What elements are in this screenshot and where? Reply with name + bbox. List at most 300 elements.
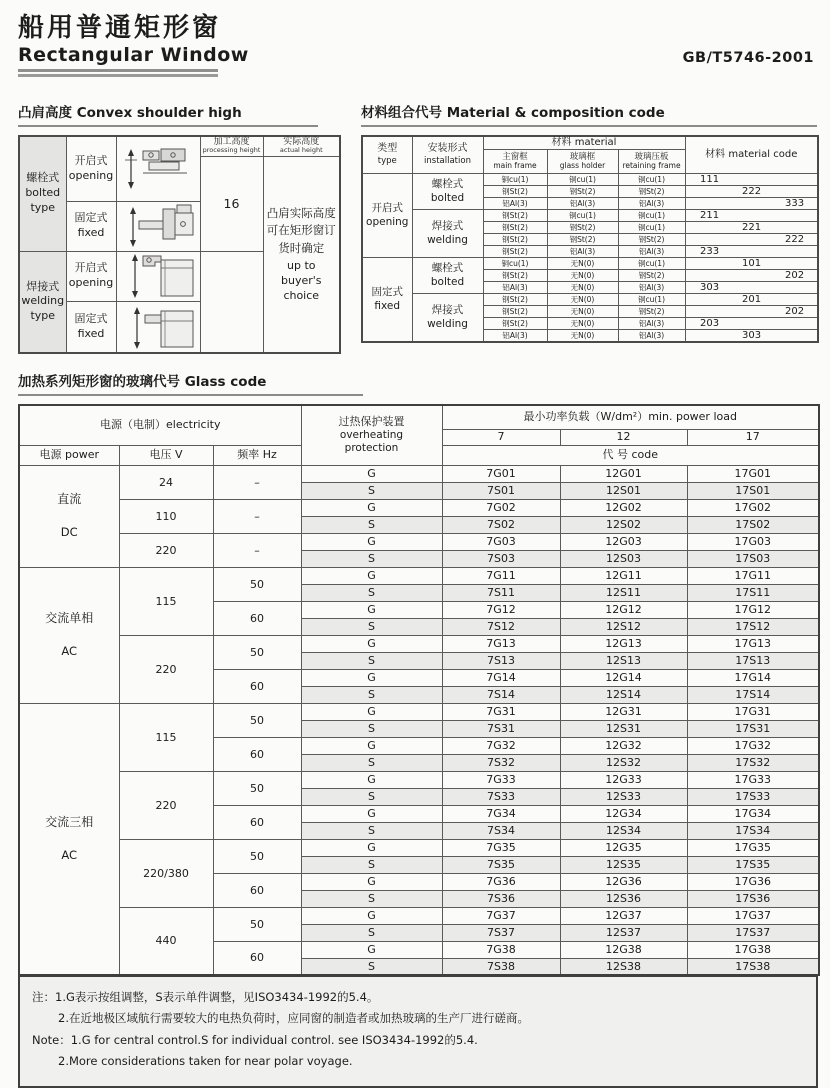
glass-holder-material-cell: 铝Al(3) [547, 246, 618, 258]
material-code-cell [685, 234, 818, 246]
frequency-cell: 60 [213, 669, 301, 703]
glass-holder-material-cell: 无N(0) [547, 270, 618, 282]
diagram-cell [116, 201, 200, 251]
main-frame-material-cell: 铝Al(3) [483, 282, 547, 294]
note-en-2: 2.More considerations taken for near polar voyage. [58, 1053, 353, 1068]
actual-note-cn: 凸肩实际高度可在矩形窗订货时确定 [266, 206, 336, 255]
glass-code-cell-12: 12G03 [560, 533, 687, 550]
protection-type-cell: S [301, 788, 442, 805]
protection-type-cell: G [301, 601, 442, 618]
material-code-value: 201 [741, 294, 762, 306]
material-row [362, 210, 818, 222]
glass-code-cell-7: 7G02 [442, 499, 560, 516]
glass-code-cell-7: 7G32 [442, 737, 560, 754]
glass-code-cell-7: 7G33 [442, 771, 560, 788]
main-frame-header-en: main frame [493, 161, 537, 171]
protection-type-cell: G [301, 533, 442, 550]
material-code-cell [685, 270, 818, 282]
glass-holder-material-cell: 钢St(2) [547, 186, 618, 198]
protection-type-cell: S [301, 618, 442, 635]
glass-code-title: 加热系列矩形窗的玻璃代号 Glass code [18, 370, 363, 396]
glass-code-cell-17: 17S01 [687, 482, 819, 499]
voltage-cell: 220 [119, 533, 213, 567]
retaining-frame-header-en: retaining frame [622, 161, 681, 171]
frequency-cell: 50 [213, 907, 301, 941]
glass-code-cell-17: 17S34 [687, 822, 819, 839]
protection-type-cell: G [301, 907, 442, 924]
glass-code-cell-17: 17S31 [687, 720, 819, 737]
glass-code-cell-17: 17S12 [687, 618, 819, 635]
retaining-frame-material-cell: 铝Al(3) [618, 246, 685, 258]
frequency-cell: 60 [213, 805, 301, 839]
type-label-en: bolted type [25, 186, 61, 215]
main-frame-material-cell: 钢St(2) [483, 246, 547, 258]
label-en: welding [427, 317, 468, 330]
frequency-cell: 50 [213, 703, 301, 737]
voltage-cell: 220 [119, 771, 213, 839]
installation-header-cn: 安装形式 [427, 143, 468, 155]
protection-type-cell: S [301, 550, 442, 567]
label-en: fixed [374, 299, 401, 312]
glass-holder-header-cn: 玻璃框 [569, 151, 596, 162]
power-header: 电源 power [19, 445, 119, 465]
voltage-header: 电压 V [119, 445, 213, 465]
glass-code-cell-17: 17G14 [687, 669, 819, 686]
retaining-frame-material-cell: 铜cu(1) [618, 258, 685, 270]
glass-code-cell-7: 7S01 [442, 482, 560, 499]
glass-holder-material-cell: 钢St(2) [547, 234, 618, 246]
label-en: opening [366, 215, 409, 228]
glass-code-cell-12: 12G37 [560, 907, 687, 924]
glass-code-cell-7: 7G35 [442, 839, 560, 856]
voltage-cell: 24 [119, 465, 213, 499]
glass-holder-material-cell: 无N(0) [547, 318, 618, 330]
load-col-12: 12 [560, 429, 687, 445]
glass-code-cell-12: 12S37 [560, 924, 687, 941]
glass-code-row [19, 567, 819, 584]
protection-type-cell: S [301, 652, 442, 669]
protection-type-cell: S [301, 686, 442, 703]
glass-code-cell-12: 12G11 [560, 567, 687, 584]
glass-code-cell-17: 17S37 [687, 924, 819, 941]
material-code-section [361, 101, 819, 344]
material-code-cell [685, 186, 818, 198]
glass-code-cell-12: 12G36 [560, 873, 687, 890]
mode-label-en: opening [68, 168, 114, 182]
material-type-cell [362, 174, 412, 258]
voltage-cell: 440 [119, 907, 213, 975]
protection-header-en: overheating protection [339, 429, 404, 455]
glass-code-row [19, 499, 819, 516]
glass-code-cell-7: 7S34 [442, 822, 560, 839]
protection-type-cell: S [301, 822, 442, 839]
material-code-value: 222 [784, 234, 805, 246]
glass-code-cell-7: 7S11 [442, 584, 560, 601]
glass-code-cell-12: 12G34 [560, 805, 687, 822]
glass-code-cell-12: 12S32 [560, 754, 687, 771]
main-frame-material-cell: 钢St(2) [483, 234, 547, 246]
retaining-frame-material-cell: 铜cu(1) [618, 222, 685, 234]
title-underline [18, 69, 218, 77]
glass-holder-material-cell: 无N(0) [547, 294, 618, 306]
protection-type-cell: S [301, 890, 442, 907]
material-code-cell [685, 318, 818, 330]
glass-code-cell-17: 17S33 [687, 788, 819, 805]
glass-code-cell-7: 7S02 [442, 516, 560, 533]
retaining-frame-material-cell: 铜cu(1) [618, 174, 685, 186]
label-cn: 螺栓式 [431, 177, 464, 190]
label-cn: 开启式 [371, 201, 403, 214]
material-code-value: 222 [741, 186, 762, 198]
glass-code-row [19, 465, 819, 482]
main-frame-material-cell: 钢St(2) [483, 186, 547, 198]
glass-code-table [18, 404, 820, 976]
glass-code-cell-7: 7S36 [442, 890, 560, 907]
frequency-cell: 60 [213, 737, 301, 771]
glass-holder-material-cell: 无N(0) [547, 330, 618, 343]
material-code-value: 333 [784, 198, 805, 210]
material-installation-cell [412, 210, 483, 258]
mode-label-cn: 开启式 [74, 261, 108, 275]
processing-height-header [200, 136, 263, 157]
glass-code-cell-12: 12S12 [560, 618, 687, 635]
voltage-cell: 115 [119, 703, 213, 771]
glass-code-cell-7: 7G34 [442, 805, 560, 822]
main-frame-material-cell: 铝Al(3) [483, 330, 547, 343]
overheating-protection-header [301, 405, 442, 465]
protection-type-cell: S [301, 584, 442, 601]
label-en: bolted [430, 275, 465, 288]
material-type-cell [362, 258, 412, 343]
glass-code-row [19, 839, 819, 856]
glass-holder-material-cell: 铜cu(1) [547, 210, 618, 222]
protection-type-cell: S [301, 924, 442, 941]
main-frame-material-cell: 钢St(2) [483, 210, 547, 222]
material-installation-cell [412, 174, 483, 210]
glass-code-row [19, 771, 819, 788]
material-row [362, 174, 818, 186]
glass-code-cell-12: 12S34 [560, 822, 687, 839]
label-cn: 固定式 [371, 285, 403, 298]
diagram-cell [116, 136, 200, 202]
retaining-frame-material-cell: 铝Al(3) [618, 318, 685, 330]
type-header-cn: 类型 [377, 143, 398, 155]
glass-code-cell-12: 12G14 [560, 669, 687, 686]
label-cn: 焊接式 [431, 219, 464, 232]
retaining-frame-header [618, 150, 685, 174]
actual-height-note [263, 156, 340, 353]
material-code-value: 303 [699, 282, 720, 294]
glass-code-row [19, 533, 819, 550]
glass-holder-material-cell: 无N(0) [547, 258, 618, 270]
material-installation-header [412, 136, 483, 174]
processing-height-value: 16 [200, 156, 263, 251]
protection-type-cell: G [301, 737, 442, 754]
material-code-cell [685, 174, 818, 186]
material-code-cell [685, 198, 818, 210]
shoulder-mode-cell [66, 251, 116, 301]
label-cn: 螺栓式 [431, 261, 464, 274]
glass-code-cell-17: 17S11 [687, 584, 819, 601]
protection-type-cell: G [301, 567, 442, 584]
power-label-en: AC [61, 848, 78, 863]
glass-code-cell-7: 7S13 [442, 652, 560, 669]
glass-holder-material-cell: 钢St(2) [547, 222, 618, 234]
frequency-cell: – [213, 465, 301, 499]
protection-type-cell: G [301, 635, 442, 652]
notes-box [18, 976, 818, 1088]
retaining-frame-material-cell: 铝Al(3) [618, 330, 685, 343]
mode-label-en: opening [68, 276, 114, 290]
protection-type-cell: G [301, 873, 442, 890]
glass-code-cell-17: 17G33 [687, 771, 819, 788]
material-code-cell [685, 294, 818, 306]
frequency-header: 频率 Hz [213, 445, 301, 465]
retaining-frame-material-cell: 钢St(2) [618, 306, 685, 318]
protection-type-cell: G [301, 771, 442, 788]
glass-code-cell-12: 12G31 [560, 703, 687, 720]
convex-shoulder-table [18, 135, 341, 355]
voltage-cell: 110 [119, 499, 213, 533]
glass-code-cell-17: 17G02 [687, 499, 819, 516]
type-header-en: type [377, 155, 397, 166]
glass-code-cell-17: 17G01 [687, 465, 819, 482]
glass-code-cell-17: 17G35 [687, 839, 819, 856]
glass-code-cell-12: 12G13 [560, 635, 687, 652]
power-label-cn: 直流 [57, 492, 82, 507]
material-code-cell [685, 258, 818, 270]
actual-note-en: up to buyer's choice [280, 258, 322, 302]
glass-code-cell-12: 12S02 [560, 516, 687, 533]
note-cn-2: 2.在近地极区域航行需要较大的电热负荷时，应同窗的制造者或加热玻璃的生产厂进行磋商。 [58, 1011, 529, 1026]
mode-label-cn: 固定式 [74, 312, 108, 326]
glass-holder-material-cell: 铝Al(3) [547, 198, 618, 210]
glass-code-cell-7: 7G13 [442, 635, 560, 652]
power-source-cell [19, 567, 119, 703]
glass-code-cell-17: 17S03 [687, 550, 819, 567]
retaining-frame-material-cell: 钢St(2) [618, 186, 685, 198]
main-frame-material-cell: 钢St(2) [483, 306, 547, 318]
glass-code-cell-7: 7S35 [442, 856, 560, 873]
shoulder-type-cell [19, 251, 66, 353]
glass-holder-header [547, 150, 618, 174]
glass-code-cell-12: 12S36 [560, 890, 687, 907]
retaining-frame-header-cn: 玻璃压板 [634, 151, 669, 162]
main-frame-header [483, 150, 547, 174]
glass-code-cell-12: 12G38 [560, 941, 687, 958]
electricity-header: 电源（电制）electricity [19, 405, 301, 445]
glass-code-cell-7: 7S32 [442, 754, 560, 771]
voltage-cell: 220/380 [119, 839, 213, 907]
frequency-cell: 50 [213, 635, 301, 669]
mode-label-cn: 固定式 [74, 211, 108, 225]
material-code-header: 材料 material code [685, 136, 818, 174]
main-frame-material-cell: 钢St(2) [483, 294, 547, 306]
glass-code-cell-12: 12S11 [560, 584, 687, 601]
glass-code-cell-7: 7S38 [442, 958, 560, 975]
material-code-value: 221 [741, 222, 762, 234]
material-code-cell [685, 306, 818, 318]
profile-diagram-welding-opening [117, 252, 199, 300]
material-code-value: 203 [699, 318, 720, 330]
frequency-cell: 50 [213, 567, 301, 601]
convex-shoulder-title: 凸肩高度 Convex shoulder high [18, 101, 318, 127]
material-installation-cell [412, 294, 483, 343]
protection-type-cell: S [301, 754, 442, 771]
glass-code-cell-12: 12S31 [560, 720, 687, 737]
material-code-value: 202 [784, 306, 805, 318]
material-code-cell [685, 282, 818, 294]
type-label-cn: 焊接式 [26, 279, 60, 293]
type-label-en: welding type [21, 294, 65, 323]
glass-code-cell-17: 17G34 [687, 805, 819, 822]
code-header: 代 号 code [442, 445, 819, 465]
protection-header-cn: 过热保护装置 [338, 415, 405, 429]
glass-code-cell-7: 7G11 [442, 567, 560, 584]
protection-type-cell: S [301, 482, 442, 499]
convex-shoulder-section [18, 101, 339, 355]
glass-code-cell-17: 17G38 [687, 941, 819, 958]
frequency-cell: 50 [213, 839, 301, 873]
glass-code-cell-7: 7S12 [442, 618, 560, 635]
material-code-value: 101 [741, 258, 762, 270]
glass-code-cell-7: 7G36 [442, 873, 560, 890]
glass-code-cell-17: 17S35 [687, 856, 819, 873]
glass-code-cell-7: 7G01 [442, 465, 560, 482]
glass-code-cell-17: 17S02 [687, 516, 819, 533]
mode-label-cn: 开启式 [74, 153, 108, 167]
label-en: welding [427, 233, 468, 246]
type-label-cn: 螺栓式 [26, 171, 60, 185]
retaining-frame-material-cell: 钢St(2) [618, 234, 685, 246]
processing-header-en: processing height [202, 146, 261, 155]
material-code-cell [685, 222, 818, 234]
voltage-cell: 220 [119, 635, 213, 703]
page-title-cn: 船用普通矩形窗 [18, 13, 222, 43]
material-code-table [361, 135, 819, 344]
material-code-cell [685, 210, 818, 222]
glass-code-cell-7: 7G31 [442, 703, 560, 720]
material-code-value: 211 [699, 210, 720, 222]
protection-type-cell: G [301, 499, 442, 516]
load-col-7: 7 [442, 429, 560, 445]
glass-code-cell-17: 17G03 [687, 533, 819, 550]
material-row [362, 294, 818, 306]
protection-type-cell: G [301, 669, 442, 686]
main-frame-material-cell: 铜cu(1) [483, 258, 547, 270]
glass-code-cell-7: 7S03 [442, 550, 560, 567]
protection-type-cell: S [301, 720, 442, 737]
actual-height-header [263, 136, 340, 157]
processing-header-cn: 加工高度 [213, 136, 250, 147]
note-cn-1: 注：1.G表示按组调整，S表示单件调整，见ISO3434-1992的5.4。 [32, 990, 379, 1005]
glass-code-cell-7: 7G38 [442, 941, 560, 958]
retaining-frame-material-cell: 铜cu(1) [618, 210, 685, 222]
glass-code-row [19, 907, 819, 924]
profile-diagram-bolted-opening [117, 147, 199, 191]
main-frame-material-cell: 铜cu(1) [483, 174, 547, 186]
glass-holder-material-cell: 铜cu(1) [547, 174, 618, 186]
glass-code-cell-7: 7G03 [442, 533, 560, 550]
glass-code-row [19, 703, 819, 720]
frequency-cell: – [213, 499, 301, 533]
frequency-cell: 60 [213, 873, 301, 907]
power-source-cell [19, 703, 119, 975]
glass-code-cell-12: 12G32 [560, 737, 687, 754]
material-code-cell [685, 246, 818, 258]
material-code-value: 233 [699, 246, 720, 258]
retaining-frame-material-cell: 铜cu(1) [618, 294, 685, 306]
glass-code-cell-12: 12G01 [560, 465, 687, 482]
glass-code-cell-12: 12S13 [560, 652, 687, 669]
actual-header-en: actual height [279, 146, 323, 155]
material-code-value: 111 [699, 174, 720, 186]
material-code-value: 202 [784, 270, 805, 282]
load-col-17: 17 [687, 429, 819, 445]
material-row [362, 258, 818, 270]
frequency-cell: 50 [213, 771, 301, 805]
profile-diagram-bolted-fixed [117, 203, 199, 249]
profile-diagram-welding-fixed [117, 303, 199, 351]
mode-label-en: fixed [77, 226, 105, 240]
glass-code-cell-7: 7G14 [442, 669, 560, 686]
standard-code: GB/T5746-2001 [682, 50, 814, 66]
protection-type-cell: G [301, 941, 442, 958]
diagram-cell [116, 251, 200, 301]
glass-code-cell-12: 12S14 [560, 686, 687, 703]
note-en-1: Note：1.G for central control.S for individual control. see ISO3434-1992的5.4. [32, 1032, 478, 1047]
protection-type-cell: G [301, 805, 442, 822]
glass-code-cell-7: 7S33 [442, 788, 560, 805]
retaining-frame-material-cell: 钢St(2) [618, 270, 685, 282]
glass-code-cell-12: 12S38 [560, 958, 687, 975]
glass-code-cell-12: 12S03 [560, 550, 687, 567]
power-label-cn: 交流单相 [45, 611, 94, 626]
glass-code-cell-17: 17S13 [687, 652, 819, 669]
glass-code-cell-7: 7G12 [442, 601, 560, 618]
main-frame-material-cell: 铝Al(3) [483, 198, 547, 210]
frequency-cell: 60 [213, 601, 301, 635]
actual-header-cn: 实际高度 [283, 136, 320, 147]
glass-code-cell-17: 17S38 [687, 958, 819, 975]
installation-header-en: installation [424, 155, 471, 166]
protection-type-cell: S [301, 958, 442, 975]
protection-type-cell: S [301, 856, 442, 873]
material-code-value: 303 [741, 330, 762, 342]
glass-code-cell-7: 7G37 [442, 907, 560, 924]
material-code-cell [685, 330, 818, 343]
protection-type-cell: G [301, 839, 442, 856]
power-label-cn: 交流三相 [45, 814, 94, 829]
glass-code-cell-17: 17S14 [687, 686, 819, 703]
protection-type-cell: G [301, 465, 442, 482]
material-type-header [362, 136, 412, 174]
shoulder-type-cell [19, 136, 66, 252]
glass-code-cell-17: 17S32 [687, 754, 819, 771]
label-cn: 焊接式 [431, 303, 464, 316]
glass-code-cell-12: 12G12 [560, 601, 687, 618]
mode-label-en: fixed [77, 326, 105, 340]
shoulder-mode-cell [66, 136, 116, 202]
glass-code-cell-17: 17G36 [687, 873, 819, 890]
protection-type-cell: S [301, 516, 442, 533]
shoulder-mode-cell [66, 201, 116, 251]
power-source-cell [19, 465, 119, 567]
retaining-frame-material-cell: 铝Al(3) [618, 282, 685, 294]
main-frame-header-cn: 主窗框 [502, 151, 528, 162]
glass-code-cell-12: 12S35 [560, 856, 687, 873]
power-label-en: DC [60, 525, 78, 540]
